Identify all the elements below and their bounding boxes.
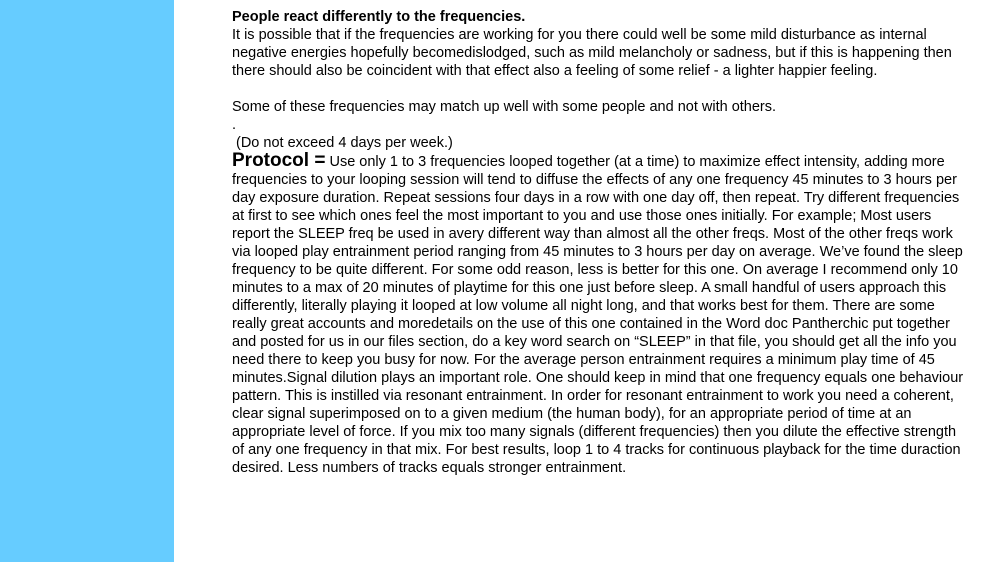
left-sidebar-band xyxy=(0,0,174,562)
dot-line: . xyxy=(232,117,237,133)
protocol-label: Protocol = xyxy=(232,150,326,171)
intro-paragraph: It is possible that if the frequencies are working for you there could well be some mild disturbance as internal negative energies hopefully becomedislodged, such as mild melancholy or sadness, but if this is happening then there should also be coincident with that effect also a feeling of some relief - a lighter happier feeling. xyxy=(232,27,952,79)
section-heading: People react differently to the frequencies. xyxy=(232,9,526,25)
match-note: Some of these frequencies may match up well with some people and not with others. xyxy=(232,99,777,115)
protocol-body: Use only 1 to 3 frequencies looped together (at a time) to maximize effect intensity, adding more frequencies to your looping session will tend to diffuse the effects of any one frequency 45 minutes to 3 hours per day exposure duration. Repeat sessions four days in a row with one day off, then repeat. Try different frequencies at first to see which ones feel the most important to you and use those ones initially. For example; Most users report the SLEEP freq be used in avery different way than almost all the other freqs. Most of the other freqs work via looped play entrainment period ranging from 45 minutes to 3 hours per day on average. We’ve found the sleep frequency to be quite different. For some odd reason, less is better for this one. On average I recommend only 10 minutes to a max of 20 minutes of playtime for this one just before sleep. A small handful of users approach this differently, literally playing it looped at low volume all night long, and that works best for them. There are some really great accounts and moredetails on the use of this one contained in the Word doc Pantherchic put together and posted for us in our files section, do a key word search on “SLEEP” in that file, you should get all the info you need there to keep you busy for now. For the average person entrainment requires a minimum play time of 45 minutes.Signal dilution plays an important role. One should keep in mind that one frequency equals one behaviour pattern. This is instilled via resonant entrainment. In order for resonant entrainment to work you need a coherent, clear signal superimposed on to a given medium (the human body), for an appropriate period of time at an appropriate level of force. If you mix too many signals (different frequencies) then you dilute the effective strength of any one frequency in that mix. For best results, loop 1 to 4 tracks for continuous playback for the time duraction desired. Less numbers of tracks equals stronger entrainment. xyxy=(232,154,964,476)
day-limit-note: (Do not exceed 4 days per week.) xyxy=(236,135,453,151)
protocol-paragraph xyxy=(232,152,967,477)
document-content xyxy=(232,8,967,477)
spacer xyxy=(232,80,967,98)
